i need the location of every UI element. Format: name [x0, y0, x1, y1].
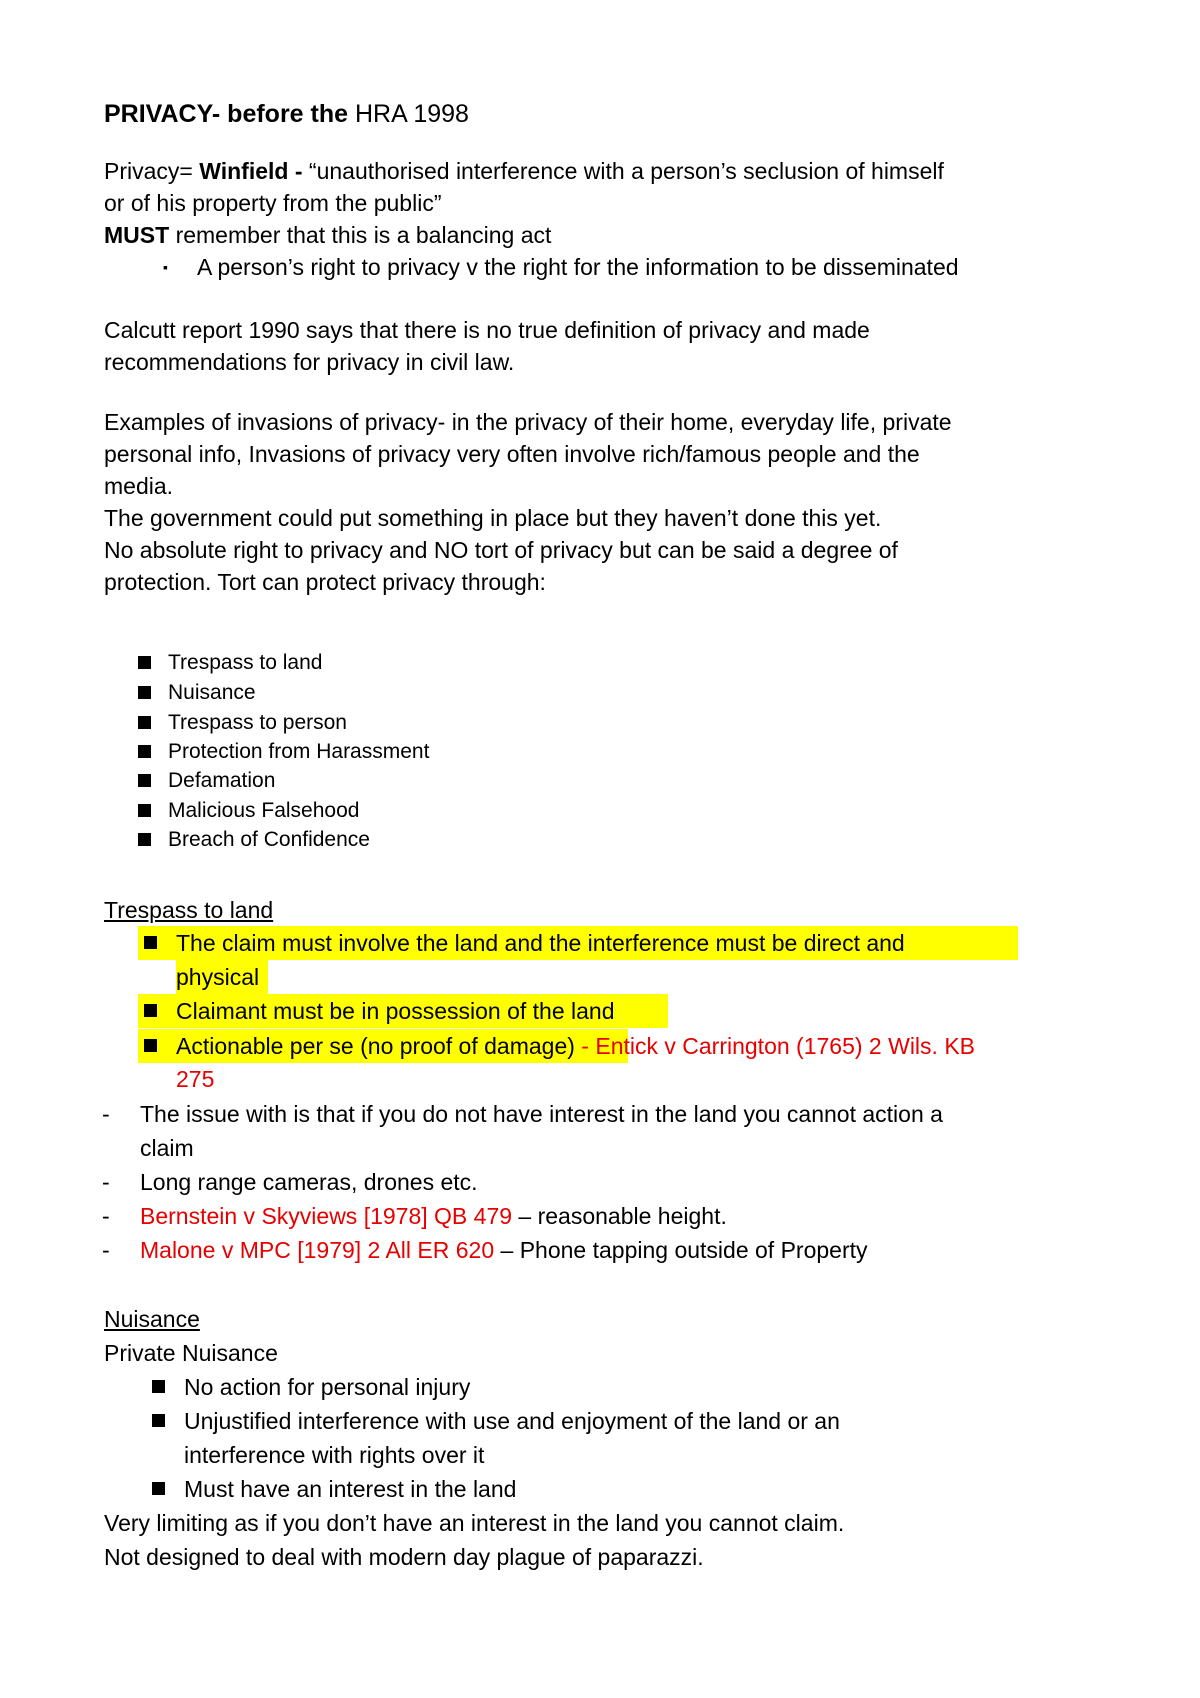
absolute-right-line-1: No absolute right to privacy and NO tort of privacy but can be said a degree of	[104, 537, 898, 563]
case-entick-v-carrington: Entick v Carrington (1765) 2 Wils. KB	[595, 1033, 975, 1059]
bernstein-note: – reasonable height.	[512, 1203, 727, 1229]
dash-bullet: -	[102, 1237, 110, 1263]
square-bullet-icon	[152, 1414, 165, 1427]
calcutt-line-1: Calcutt report 1990 says that there is no true definition of privacy and made	[104, 317, 870, 343]
dash-bullet: -	[102, 1203, 110, 1229]
square-bullet-icon	[144, 1004, 157, 1017]
page-title	[104, 97, 469, 131]
must-rest: remember that this is a balancing act	[175, 222, 552, 248]
trespass-bullet-1-line-1: The claim must involve the land and the interference must be direct and	[176, 930, 905, 956]
list-item: Breach of Confidence	[168, 828, 370, 851]
trespass-dash-3	[140, 1199, 727, 1233]
privacy-definition-line-2: or of his property from the public”	[104, 190, 442, 216]
list-item: Nuisance	[168, 681, 256, 704]
must-label: MUST	[104, 222, 170, 248]
trespass-bullet-3-line-2: 275	[176, 1066, 215, 1092]
nuisance-heading: Nuisance	[104, 1306, 200, 1332]
dash-bullet: -	[102, 1101, 110, 1127]
nuisance-para-1: Very limiting as if you don’t have an interest in the land you cannot claim.	[104, 1510, 845, 1536]
examples-line-2: personal info, Invasions of privacy very often involve rich/famous people and the	[104, 441, 920, 467]
square-bullet-icon	[144, 1039, 157, 1052]
trespass-heading: Trespass to land	[104, 897, 274, 923]
government-line: The government could put something in place but they haven’t done this yet.	[104, 505, 882, 531]
malone-note: – Phone tapping outside of Property	[494, 1237, 868, 1263]
nuisance-para-2: Not designed to deal with modern day plague of paparazzi.	[104, 1544, 704, 1570]
square-bullet-icon	[144, 936, 157, 949]
absolute-right-line-2: protection. Tort can protect privacy through:	[104, 569, 546, 595]
square-bullet-icon	[138, 774, 151, 787]
list-item: Trespass to land	[168, 651, 323, 674]
actionable-per-se: Actionable per se (no proof of damage)	[176, 1033, 575, 1059]
case-malone-v-mpc: Malone v MPC [1979] 2 All ER 620	[140, 1237, 495, 1263]
case-bernstein-v-skyviews: Bernstein v Skyviews [1978] QB 479	[140, 1203, 513, 1229]
square-bullet-icon	[138, 804, 151, 817]
trespass-dash-1-line-2: claim	[140, 1135, 194, 1161]
square-bullet-icon: ▪	[163, 259, 168, 275]
calcutt-line-2: recommendations for privacy in civil law.	[104, 349, 515, 375]
nuisance-bullet-2-line-2: interference with rights over it	[184, 1442, 485, 1468]
private-nuisance-subheading: Private Nuisance	[104, 1340, 278, 1366]
privacy-definition-line-1	[104, 154, 944, 188]
trespass-dash-1-line-1: The issue with is that if you do not have interest in the land you cannot action a	[140, 1101, 943, 1127]
square-bullet-icon	[138, 716, 151, 729]
list-item: Protection from Harassment	[168, 740, 430, 763]
trespass-bullet-3-line-1	[176, 1029, 975, 1063]
list-item: Defamation	[168, 769, 276, 792]
trespass-bullet-1-line-2: physical	[176, 964, 260, 990]
title-bold: PRIVACY- before the	[104, 100, 349, 128]
square-bullet-icon	[138, 686, 151, 699]
examples-line-1: Examples of invasions of privacy- in the privacy of their home, everyday life, private	[104, 409, 952, 435]
case-separator: -	[574, 1033, 596, 1059]
square-bullet-icon	[138, 833, 151, 846]
square-bullet-icon	[152, 1380, 165, 1393]
nuisance-bullet-1: No action for personal injury	[184, 1374, 471, 1400]
list-item: Malicious Falsehood	[168, 799, 360, 822]
winfield-label: Winfield -	[199, 158, 303, 184]
square-bullet-icon	[152, 1482, 165, 1495]
list-item: Trespass to person	[168, 711, 347, 734]
examples-line-3: media.	[104, 473, 174, 499]
nuisance-bullet-2-line-1: Unjustified interference with use and enjoyment of the land or an	[184, 1408, 840, 1434]
square-bullet-icon	[138, 656, 151, 669]
dash-bullet: -	[102, 1169, 110, 1195]
square-bullet-icon	[138, 745, 151, 758]
trespass-bullet-2: Claimant must be in possession of the land	[176, 998, 615, 1024]
trespass-dash-2: Long range cameras, drones etc.	[140, 1169, 478, 1195]
title-rest: HRA 1998	[354, 100, 469, 128]
balancing-bullet: A person’s right to privacy v the right for the information to be disseminated	[197, 254, 959, 280]
winfield-quote-1: “unauthorised interference with a person’s seclusion of himself	[308, 158, 944, 184]
nuisance-bullet-3: Must have an interest in the land	[184, 1476, 517, 1502]
trespass-dash-4	[140, 1233, 868, 1267]
privacy-prefix: Privacy=	[104, 158, 193, 184]
balancing-act-line	[104, 218, 551, 252]
